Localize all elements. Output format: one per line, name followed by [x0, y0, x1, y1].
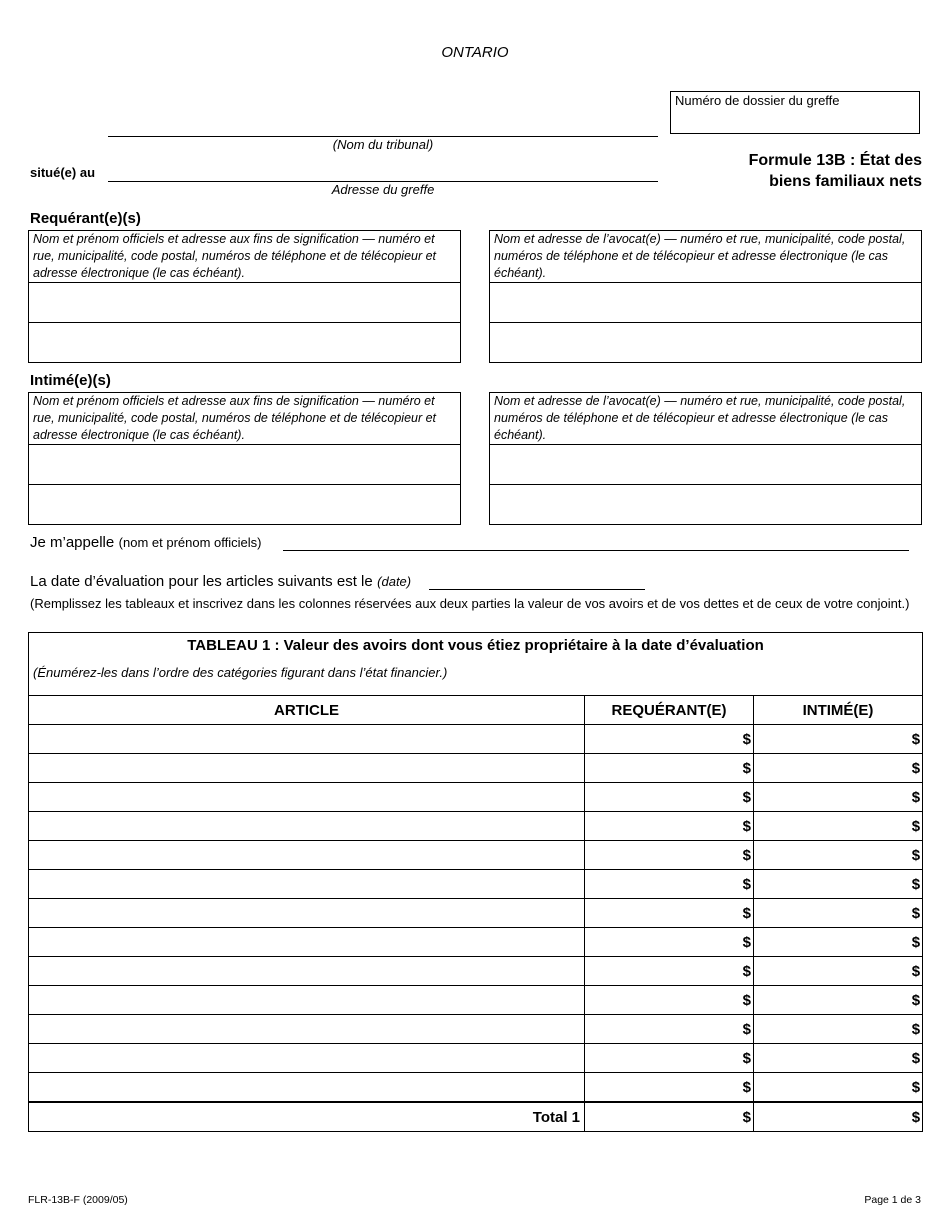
my-name-prefix: Je m’appelle [30, 534, 115, 551]
respondent-amount-cell[interactable]: $ [754, 986, 923, 1015]
table1-total-row [29, 1102, 923, 1132]
table-row [29, 1015, 923, 1044]
applicant-amount-cell[interactable]: $ [585, 986, 754, 1015]
table-row [29, 899, 923, 928]
my-name-label [30, 534, 262, 552]
applicant-party-input-1[interactable] [29, 283, 460, 322]
applicant-amount-cell[interactable]: $ [585, 1073, 754, 1103]
applicant-amount-cell[interactable]: $ [585, 957, 754, 986]
table-row [29, 725, 923, 754]
table1-total-applicant[interactable]: $ [585, 1102, 754, 1132]
respondent-amount-cell[interactable]: $ [754, 1073, 923, 1103]
instructions: (Remplissez les tableaux et inscrivez dans les colonnes réservées aux deux parties la valeur de vos avoirs et de vos dettes et de ceux de votre conjoint.) [30, 596, 910, 611]
respondent-lawyer-input-2[interactable] [490, 485, 921, 524]
respondent-amount-cell[interactable]: $ [754, 725, 923, 754]
respondent-amount-cell[interactable]: $ [754, 841, 923, 870]
form-title [680, 150, 922, 192]
table-row [29, 957, 923, 986]
applicant-amount-cell[interactable]: $ [585, 841, 754, 870]
item-cell[interactable] [29, 986, 585, 1015]
item-cell[interactable] [29, 957, 585, 986]
respondent-party-input-2[interactable] [29, 485, 460, 524]
valuation-date-prefix: La date d’évaluation pour les articles suivants est le [30, 573, 373, 590]
table1-total-respondent[interactable]: $ [754, 1102, 923, 1132]
item-cell[interactable] [29, 870, 585, 899]
table-row [29, 841, 923, 870]
table1-body [29, 725, 923, 1103]
court-name-caption: (Nom du tribunal) [332, 137, 434, 152]
my-name-note: (nom et prénom officiels) [118, 535, 262, 550]
respondent-amount-cell[interactable]: $ [754, 754, 923, 783]
respondent-heading: Intimé(e)(s) [30, 372, 111, 389]
respondent-party-box-header: Nom et prénom officiels et adresse aux fins de signification — numéro et rue, municipalité, code postal, numéros de téléphone et de télécopieur et adresse électronique (le cas échéant). [29, 393, 460, 445]
table1-title: TABLEAU 1 : Valeur des avoirs dont vous étiez propriétaire à la date d’évaluation [187, 637, 764, 654]
province-title: ONTARIO [441, 44, 509, 61]
respondent-lawyer-input-1[interactable] [490, 445, 921, 484]
applicant-lawyer-input-1[interactable] [490, 283, 921, 322]
applicant-amount-cell[interactable]: $ [585, 899, 754, 928]
table1 [28, 632, 923, 1132]
applicant-amount-cell[interactable]: $ [585, 812, 754, 841]
applicant-lawyer-box-header: Nom et adresse de l’avocat(e) — numéro et rue, municipalité, code postal, numéros de téléphone et de télécopieur et adresse électronique (le cas échéant). [490, 231, 921, 283]
applicant-lawyer-box [489, 230, 922, 363]
my-name-line[interactable] [283, 550, 909, 551]
item-cell[interactable] [29, 1073, 585, 1103]
respondent-lawyer-box-header: Nom et adresse de l’avocat(e) — numéro et rue, municipalité, code postal, numéros de téléphone et de télécopieur et adresse électronique (le cas échéant). [490, 393, 921, 445]
respondent-amount-cell[interactable]: $ [754, 870, 923, 899]
table-row [29, 1044, 923, 1073]
applicant-amount-cell[interactable]: $ [585, 928, 754, 957]
applicant-party-box [28, 230, 461, 363]
applicant-amount-cell[interactable]: $ [585, 754, 754, 783]
respondent-amount-cell[interactable]: $ [754, 1015, 923, 1044]
applicant-party-box-header: Nom et prénom officiels et adresse aux fins de signification — numéro et rue, municipalité, code postal, numéros de téléphone et de télécopieur et adresse électronique (le cas échéant). [29, 231, 460, 283]
table-row [29, 1073, 923, 1103]
table1-col-respondent: INTIMÉ(E) [754, 696, 923, 725]
valuation-date-line[interactable] [429, 589, 645, 590]
item-cell[interactable] [29, 812, 585, 841]
item-cell[interactable] [29, 725, 585, 754]
form-code: FLR-13B-F (2009/05) [28, 1194, 128, 1206]
applicant-amount-cell[interactable]: $ [585, 725, 754, 754]
table-row [29, 812, 923, 841]
form-title-line2: biens familiaux nets [769, 173, 922, 190]
applicant-amount-cell[interactable]: $ [585, 1044, 754, 1073]
item-cell[interactable] [29, 783, 585, 812]
respondent-lawyer-box [489, 392, 922, 525]
form-title-line1: Formule 13B : État des [748, 152, 922, 169]
applicant-amount-cell[interactable]: $ [585, 783, 754, 812]
item-cell[interactable] [29, 841, 585, 870]
table1-col-item: ARTICLE [29, 696, 585, 725]
table-row [29, 870, 923, 899]
respondent-amount-cell[interactable]: $ [754, 899, 923, 928]
item-cell[interactable] [29, 1015, 585, 1044]
valuation-date-label [30, 573, 411, 591]
table-row [29, 986, 923, 1015]
court-file-number-label: Numéro de dossier du greffe [675, 93, 840, 108]
applicant-lawyer-input-2[interactable] [490, 323, 921, 362]
respondent-party-box [28, 392, 461, 525]
court-file-number-box[interactable] [670, 91, 920, 134]
item-cell[interactable] [29, 1044, 585, 1073]
table-row [29, 928, 923, 957]
applicant-party-input-2[interactable] [29, 323, 460, 362]
respondent-amount-cell[interactable]: $ [754, 1044, 923, 1073]
respondent-amount-cell[interactable]: $ [754, 783, 923, 812]
applicant-heading: Requérant(e)(s) [30, 210, 141, 227]
table1-title-cell [29, 633, 923, 696]
valuation-date-note: (date) [377, 574, 412, 589]
applicant-amount-cell[interactable]: $ [585, 870, 754, 899]
respondent-amount-cell[interactable]: $ [754, 928, 923, 957]
page-number: Page 1 de 3 [864, 1194, 921, 1206]
applicant-amount-cell[interactable]: $ [585, 1015, 754, 1044]
table-row [29, 783, 923, 812]
item-cell[interactable] [29, 899, 585, 928]
item-cell[interactable] [29, 754, 585, 783]
item-cell[interactable] [29, 928, 585, 957]
table1-col-applicant: REQUÉRANT(E) [585, 696, 754, 725]
located-at-label: situé(e) au [30, 165, 96, 180]
court-address-caption: Adresse du greffe [331, 182, 435, 197]
respondent-party-input-1[interactable] [29, 445, 460, 484]
respondent-amount-cell[interactable]: $ [754, 812, 923, 841]
table-row [29, 754, 923, 783]
table1-total-label: Total 1 [29, 1102, 585, 1132]
respondent-amount-cell[interactable]: $ [754, 957, 923, 986]
table1-subtitle: (Énumérez-les dans l’ordre des catégories figurant dans l’état financier.) [33, 665, 448, 680]
